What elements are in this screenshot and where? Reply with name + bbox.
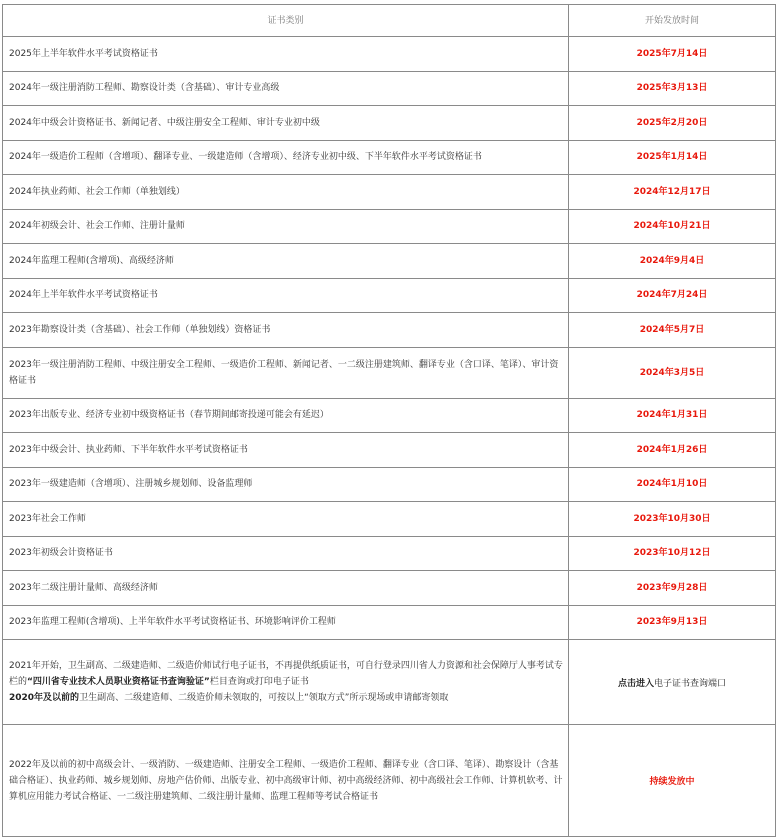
table-row <box>3 571 776 606</box>
row-category: 2025年上半年软件水平考试资格证书 <box>3 37 569 72</box>
row-date: 2024年1月26日 <box>569 433 776 468</box>
row-category: 2023年勘察设计类（含基础）、社会工作师（单独划线）资格证书 <box>3 313 569 348</box>
notice-pickup-text: 卫生副高、二级建造师、二级造价师未领取的，可按以上“领取方式”所示现场或申请邮寄领取 <box>79 693 449 703</box>
table-row <box>3 467 776 502</box>
verification-column-name: “四川省专业技术人员职业资格证书查询验证” <box>27 677 210 687</box>
row-date: 2024年12月17日 <box>569 175 776 210</box>
portal-link-bold[interactable]: 点击进入 <box>617 678 654 689</box>
table-row <box>3 278 776 313</box>
notice-year-bold: 2020年及以前的 <box>9 693 80 703</box>
row-category: 2023年初级会计资格证书 <box>3 536 569 571</box>
row-date: 2023年10月30日 <box>569 502 776 537</box>
table-row <box>3 37 776 72</box>
header-category: 证书类别 <box>3 5 569 37</box>
row-date: 2024年7月24日 <box>569 278 776 313</box>
notice-text-tail: 栏目查询或打印电子证书 <box>209 677 309 687</box>
row-category: 2023年中级会计、执业药师、下半年软件水平考试资格证书 <box>3 433 569 468</box>
row-category: 2024年一级注册消防工程师、勘察设计类（含基础）、审计专业高级 <box>3 71 569 106</box>
row-category: 2023年社会工作师 <box>3 502 569 537</box>
electronic-certificate-row <box>3 640 776 725</box>
portal-link-text[interactable]: 电子证书查询端口 <box>654 678 727 689</box>
table-row <box>3 398 776 433</box>
row-date: 2025年7月14日 <box>569 37 776 72</box>
electronic-certificate-notice <box>3 640 569 725</box>
row-date: 2023年9月28日 <box>569 571 776 606</box>
row-date: 2024年1月10日 <box>569 467 776 502</box>
legacy-category: 2022年及以前的初中高级会计、一级消防、一级建造师、注册安全工程师、一级造价工程师、翻译专业（含口译、笔译）、勘察设计（含基础合格证）、执业药师、城乡规划师、房地产估价师、出版专业、初中高级审计师、初中高级经济师、初中高级社会工作师、计算机软考、计算机应用能力考试合格证、一二级注册建筑师、二级注册计量师、监理工程师等考试合格证书 <box>3 725 569 837</box>
row-date: 2024年3月5日 <box>569 347 776 398</box>
row-date: 2024年10月21日 <box>569 209 776 244</box>
row-date: 2024年1月31日 <box>569 398 776 433</box>
legacy-certificate-row <box>3 725 776 837</box>
row-category: 2024年一级造价工程师（含增项）、翻译专业、一级建造师（含增项）、经济专业初中级、下半年软件水平考试资格证书 <box>3 140 569 175</box>
table-row <box>3 175 776 210</box>
row-category: 2023年出版专业、经济专业初中级资格证书（春节期间邮寄投递可能会有延迟） <box>3 398 569 433</box>
row-category: 2024年上半年软件水平考试资格证书 <box>3 278 569 313</box>
table-header-row <box>3 5 776 37</box>
certificate-table <box>2 4 776 837</box>
header-start-time: 开始发放时间 <box>569 5 776 37</box>
ongoing-status: 持续发放中 <box>569 725 776 837</box>
row-date: 2025年2月20日 <box>569 106 776 141</box>
query-portal-link[interactable] <box>569 640 776 725</box>
row-date: 2025年3月13日 <box>569 71 776 106</box>
table-row <box>3 313 776 348</box>
row-date: 2023年10月12日 <box>569 536 776 571</box>
row-date: 2024年9月4日 <box>569 244 776 279</box>
row-date: 2023年9月13日 <box>569 605 776 640</box>
table-row <box>3 209 776 244</box>
table-row <box>3 244 776 279</box>
table-row <box>3 347 776 398</box>
table-row <box>3 536 776 571</box>
row-category: 2023年一级建造师（含增项）、注册城乡规划师、设备监理师 <box>3 467 569 502</box>
table-row <box>3 605 776 640</box>
table-row <box>3 502 776 537</box>
row-category: 2023年一级注册消防工程师、中级注册安全工程师、一级造价工程师、新闻记者、一二级注册建筑师、翻译专业（含口译、笔译）、审计资格证书 <box>3 347 569 398</box>
row-category: 2023年监理工程师(含增项)、上半年软件水平考试资格证书、环境影响评价工程师 <box>3 605 569 640</box>
row-category: 2023年二级注册计量师、高级经济师 <box>3 571 569 606</box>
table-row <box>3 106 776 141</box>
table-row <box>3 71 776 106</box>
table-row <box>3 433 776 468</box>
row-category: 2024年执业药师、社会工作师（单独划线） <box>3 175 569 210</box>
row-category: 2024年初级会计、社会工作师、注册计量师 <box>3 209 569 244</box>
row-date: 2025年1月14日 <box>569 140 776 175</box>
notice-text: 2021年开始，卫生副高、二级建造师、二级造价师试行电子证书，不再提供纸质证书，可自行登录四川省人力资源和社会保障厅人事考试专栏的 <box>9 661 563 687</box>
row-date: 2024年5月7日 <box>569 313 776 348</box>
table-row <box>3 140 776 175</box>
row-category: 2024年中级会计资格证书、新闻记者、中级注册安全工程师、审计专业初中级 <box>3 106 569 141</box>
row-category: 2024年监理工程师(含增项)、高级经济师 <box>3 244 569 279</box>
